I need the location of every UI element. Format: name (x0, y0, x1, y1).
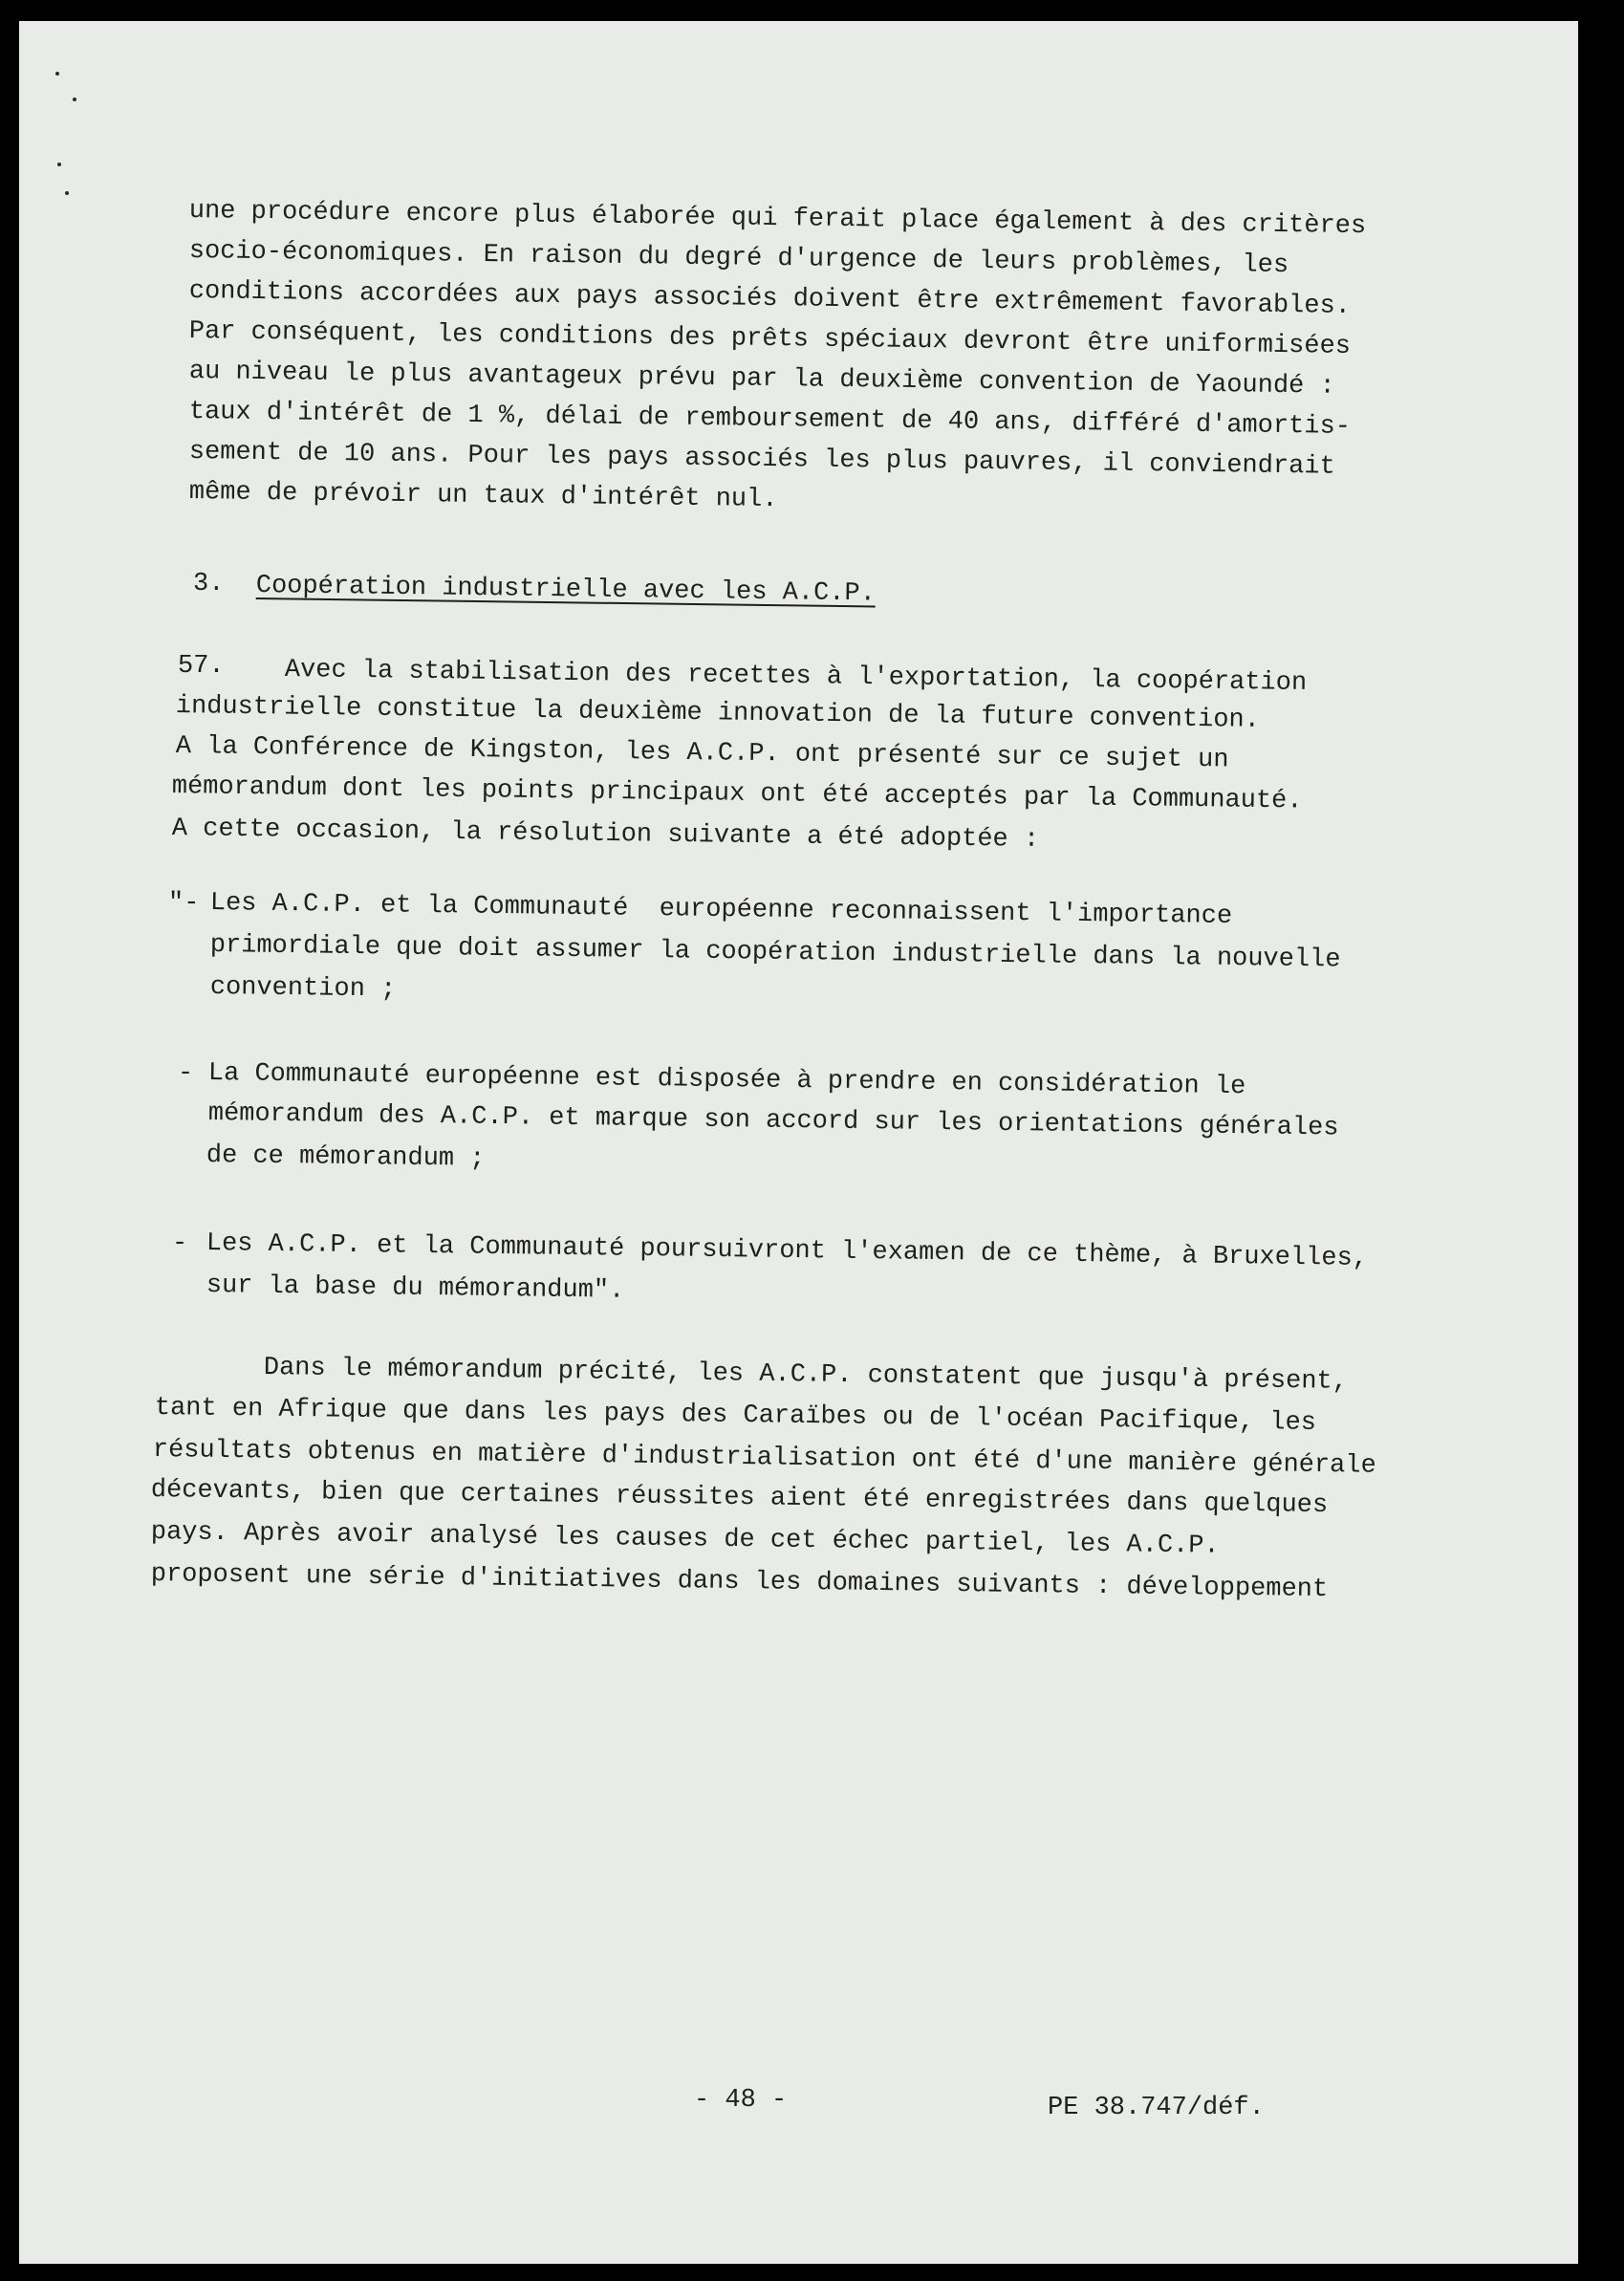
text-line: Par conséquent, les conditions des prêts spéciaux devront être uniformisées (188, 317, 1352, 361)
scan-speck (55, 72, 59, 76)
text-line: tant en Afrique que dans les pays des Caraïbes ou de l'océan Pacifique, les (154, 1394, 1317, 1438)
text-line: A la Conférence de Kingston, les A.C.P. ont présenté sur ce sujet un (175, 732, 1229, 775)
text-line: A cette occasion, la résolution suivante a été adoptée : (171, 815, 1040, 855)
text-line: résultats obtenus en matière d'industrialisation ont été d'une manière générale (152, 1436, 1376, 1481)
text-line: primordiale que doit assumer la coopération industrielle dans la nouvelle (209, 931, 1341, 975)
text-line: décevants, bien que certaines réussites aient été enregistrées dans quelques (150, 1476, 1329, 1521)
text-line: même de prévoir un taux d'intérêt nul. (188, 478, 778, 515)
text-line: au niveau le plus avantageux prévu par la deuxième convention de Yaoundé : (188, 358, 1335, 402)
text-line: Les A.C.P. et la Communauté poursuivront l'examen de ce thème, à Bruxelles, (206, 1229, 1369, 1273)
scan-speck (57, 163, 61, 166)
text-line: convention ; (209, 973, 397, 1005)
text-line: taux d'intérêt de 1 %, délai de remboursement de 40 ans, différé d'amortis- (188, 398, 1352, 442)
list-marker: - (178, 1059, 194, 1088)
text-line: de ce mémorandum ; (206, 1141, 486, 1174)
section-number: 3. (193, 570, 225, 598)
text-line: industrielle constitue la deuxième innovation de la future convention. (175, 692, 1261, 735)
text-line: socio-économiques. En raison du degré d'urgence de leurs problèmes, les (188, 237, 1289, 281)
text-line: une procédure encore plus élaborée qui ferait place également à des critères (188, 197, 1367, 242)
text-line: Les A.C.P. et la Communauté européenne reconnaissent l'importance (209, 889, 1233, 931)
list-marker: - (172, 1229, 188, 1258)
page-number: - 48 - (694, 2086, 788, 2115)
paragraph-number: 57. (178, 652, 225, 681)
text-line: Dans le mémorandum précité, les A.C.P. constatent que jusqu'à présent, (263, 1354, 1349, 1397)
document-reference: PE 38.747/déf. (1048, 2094, 1265, 2122)
text-line: sur la base du mémorandum". (206, 1271, 625, 1306)
text-line: sement de 10 ans. Pour les pays associés les plus pauvres, il conviendrait (188, 438, 1335, 482)
text-line: mémorandum des A.C.P. et marque son accord sur les orientations générales (207, 1099, 1339, 1143)
scanned-page (19, 21, 1578, 2264)
scan-speck (65, 191, 69, 195)
text-line: pays. Après avoir analysé les causes de cet échec partiel, les A.C.P. (150, 1518, 1220, 1561)
scan-speck (73, 98, 76, 101)
text-line: mémorandum dont les points principaux ont été acceptés par la Communauté. (171, 772, 1303, 816)
text-line: Avec la stabilisation des recettes à l'exportation, la coopération (284, 656, 1308, 698)
list-marker: "- (168, 889, 200, 918)
text-line: La Communauté européenne est disposée à prendre en considération le (207, 1059, 1246, 1102)
text-line: proposent une série d'initiatives dans les domaines suivants : développement (150, 1560, 1329, 1605)
text-line: conditions accordées aux pays associés doivent être extrêmement favorables. (188, 277, 1352, 321)
section-title: Coopération industrielle avec les A.C.P. (255, 572, 877, 609)
